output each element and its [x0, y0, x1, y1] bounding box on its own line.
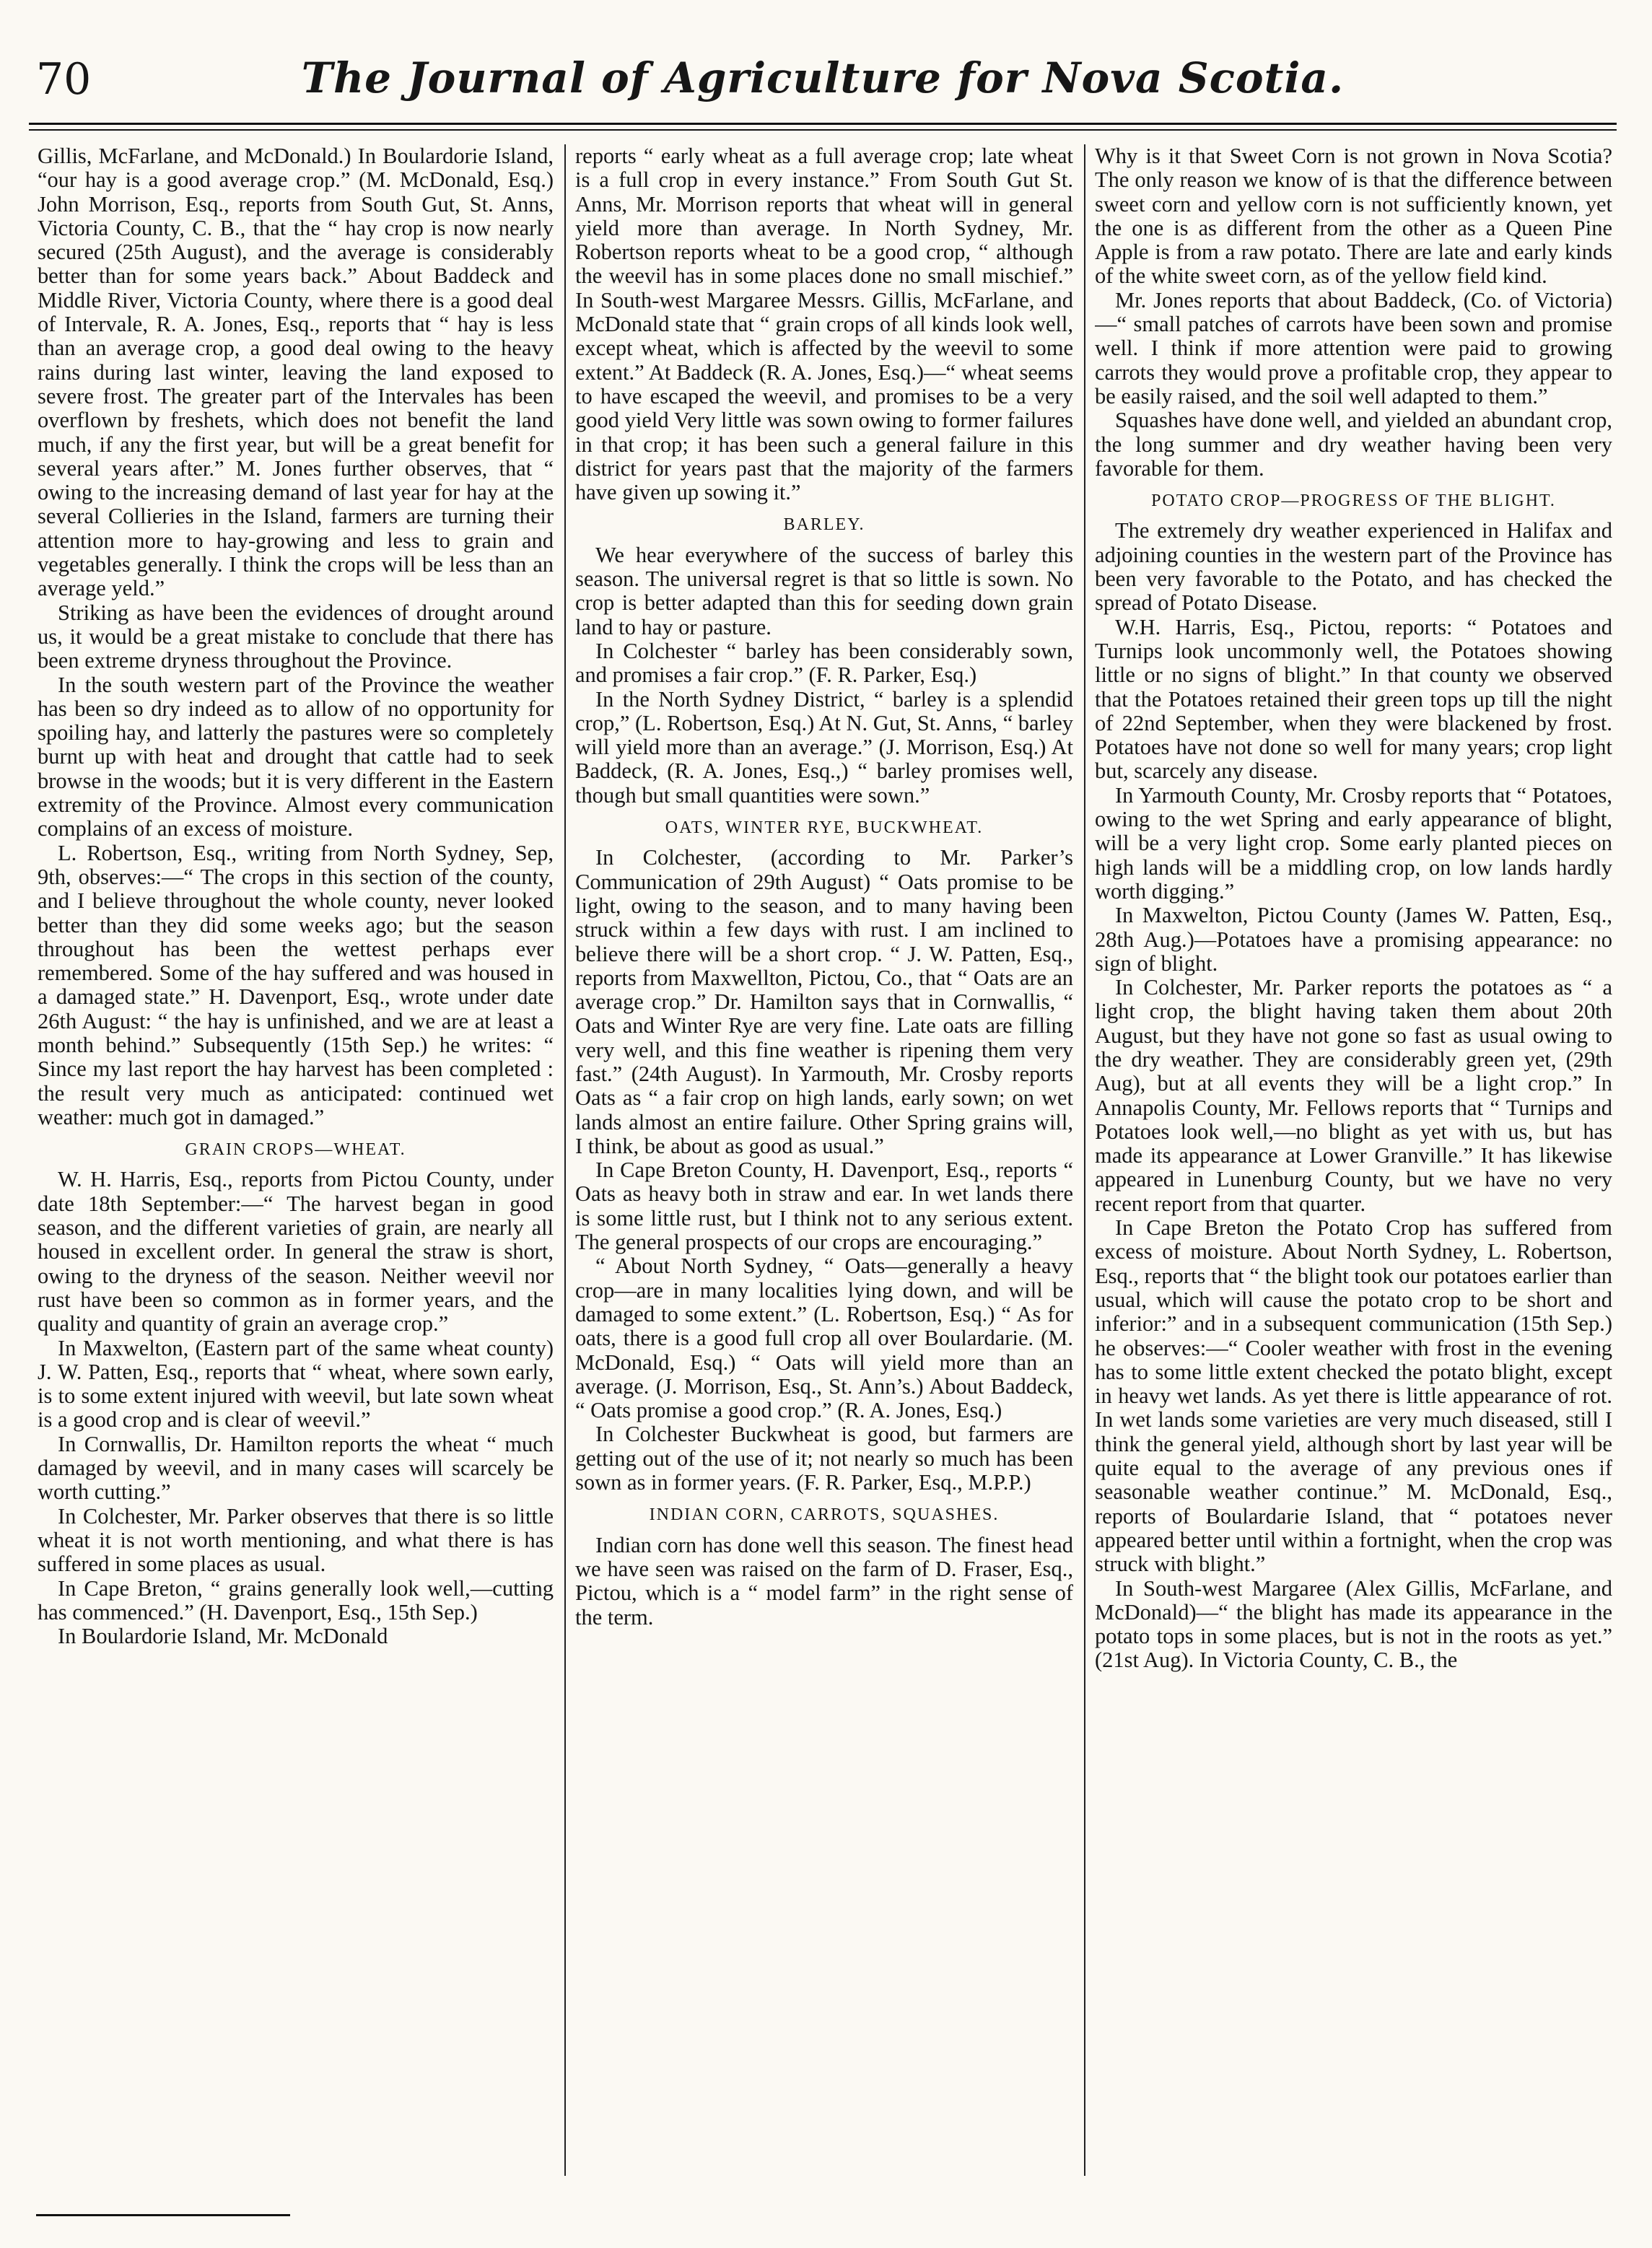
paragraph: In Cornwallis, Dr. Hamilton reports the wheat “ much damaged by weevil, and in many cases will scarcely be worth cutting.” [38, 1431, 554, 1505]
paragraph: In Boulardorie Island, Mr. McDonald [58, 1624, 388, 1649]
section-heading: INDIAN CORN, CARROTS, SQUASHES. [649, 1505, 1000, 1525]
footer-rule [36, 2214, 290, 2216]
paragraph: In Colchester, Mr. Parker reports the potatoes as “ a light crop, the blight having taken them about 20th August, but they have not gone so fast as usual owing to the dry weather. They are considerably green yet, (29th Aug), but at all events they will be a light crop.” In Annapolis County, Mr. Fellows reports that “ Turnips and Potatoes look well,—no blight as yet with us, but has made its appearance at Lower Granville.” It has likewise appeared in Lunenburg County, but we have no very recent report from that quarter. [1095, 975, 1612, 1216]
column-divider [1084, 144, 1085, 2176]
paragraph: In Maxwelton, (Eastern part of the same wheat county) J. W. Patten, Esq., reports that “ wheat, where sown early, is to some extent injured with weevil, but late sown wheat is a good crop and is clear of weevil.” [38, 1335, 554, 1433]
running-title: The Journal of Agriculture for Nova Scotia. [301, 53, 1345, 102]
paragraph: The extremely dry weather experienced in Halifax and adjoining counties in the western part of the Province has been very favorable to the Potato, and has checked the spread of Potato Disease. [1095, 518, 1612, 616]
header-rule [29, 123, 1617, 131]
column-1 [38, 144, 554, 2187]
section-heading: GRAIN CROPS—WHEAT. [185, 1140, 406, 1160]
paragraph: In Cape Breton the Potato Crop has suffered from excess of moisture. About North Sydney, L. Robertson, Esq., reports that “ the blight took our potatoes earlier than usual, which will cause the potato crop to be short and inferior:” and in a subsequent communication (15th Sep.) he observes:—“ Cooler weather with frost in the evening has to some little extent checked the potato blight, except in heavy wet lands. As yet there is little appearance of rot. In wet lands some varieties are very much diseased, still I think the general yield, although short by last year will be quite equal to the average of any previous ones if seasonable weather continue.” M. McDonald, Esq., reports of Boulardarie Island, that “ potatoes never appeared better until within a fortnight, when the crop was struck with blight.” [1095, 1215, 1612, 1577]
page-number: 70 [36, 54, 92, 105]
paragraph: Why is it that Sweet Corn is not grown in Nova Scotia? The only reason we know of is that the difference between sweet corn and yellow corn is not sufficiently known, yet the one is as different from the other as a Queen Pine Apple is from a raw potato. There are late and early kinds of the white sweet corn, as of the yellow field kind. [1095, 144, 1612, 289]
column-2 [575, 144, 1073, 2187]
paragraph: In Colchester “ barley has been considerably sown, and promises a fair crop.” (F. R. Parker, Esq.) [575, 638, 1073, 688]
paragraph: L. Robertson, Esq., writing from North Sydney, Sep, 9th, observes:—“ The crops in this section of the county, and I believe throughout the whole county, never looked better than they did some weeks ago; but the season throughout has been the wettest perhaps ever remembered. Some of the hay suffered and was housed in a damaged state.” H. Davenport, Esq., wrote under date 26th August: “ the hay is unfinished, and we are at least a month behind.” Subsequently (15th Sep.) he writes: “ Since my last report the hay harvest has been completed : the result very much as anticipated: continued wet weather: much got in damaged.” [38, 840, 554, 1129]
paragraph: In the south western part of the Province the weather has been so dry indeed as to allow of no opportunity for spoiling hay, and latterly the pastures were so completely burnt up with heat and drought that cattle had to seek browse in the woods; but it is very different in the Eastern extremity of the Province. Almost every communication complains of an excess of moisture. [38, 672, 554, 841]
paragraph: Gillis, McFarlane, and McDonald.) In Boulardorie Island, “our hay is a good average crop.” (M. McDonald, Esq.) John Morrison, Esq., reports from South Gut, St. Anns, Victoria County, C. B., that the “ hay crop is now nearly secured (25th August), and the average is considerably better than for some years back.” About Baddeck and Middle River, Victoria County, where there is a good deal of Intervale, R. A. Jones, Esq., reports that “ hay is less than an average crop, a good deal owing to the heavy rains during last winter, leaving the land exposed to severe frost. The greater part of the Intervales has been overflown by freshets, which does not benefit the land much, if any the first year, but will be a great benefit for several years after.” M. Jones further observes, that “ owing to the increasing demand of last year for hay at the several Collieries in the Island, farmers are turning their attention more to hay-growing and less to grain and vegetables generally. I think the crops will be less than an average yeld.” [38, 144, 554, 601]
column-divider [564, 144, 566, 2176]
paragraph: In Cape Breton, “ grains generally look well,—cutting has commenced.” (H. Davenport, Esq., 15th Sep.) [38, 1575, 554, 1624]
paragraph: In Colchester, (according to Mr. Parker’s Communication of 29th August) “ Oats promise to be light, owing to the season, and to many having been struck within a few days with rust. I am inclined to believe there will be a short crop. “ J. W. Patten, Esq., reports from Maxwellton, Pictou, Co., that “ Oats are an average crop.” Dr. Hamilton says that in Cornwallis, “ Oats and Winter Rye are very fine. Late oats are filling very well, and this fine weather is ripening them very fast.” (24th August). In Yarmouth, Mr. Crosby reports Oats as “ a fair crop on high lands, early sown; on wet lands almost an entire failure. Other Spring grains will, I think, be about as good as usual.” [575, 845, 1073, 1158]
paragraph: In Cape Breton County, H. Davenport, Esq., reports “ Oats as heavy both in straw and ear. In wet lands there is some little rust, but I think not to any serious extent. The general prospects of our crops are encouraging.” [575, 1158, 1073, 1255]
paragraph: In Colchester Buckwheat is good, but farmers are getting out of the use of it; not nearly so much has been sown as in former years. (F. R. Parker, Esq., M.P.P.) [575, 1422, 1073, 1495]
paragraph: W. H. Harris, Esq., reports from Pictou County, under date 18th September:—“ The harvest began in good season, and the different varieties of grain, are nearly all housed in excellent order. In general the straw is short, owing to the dryness of the season. Neither weevil nor rust have been so common as in former years, and the quality and quantity of grain an average crop.” [38, 1167, 554, 1337]
paragraph: In the North Sydney District, “ barley is a splendid crop,” (L. Robertson, Esq.) At N. Gut, St. Anns, “ barley will yield more than an average.” (J. Morrison, Esq.) At Baddeck, (R. A. Jones, Esq.,) “ barley promises well, though but small quantities were sown.” [575, 686, 1073, 808]
section-heading: OATS, WINTER RYE, BUCKWHEAT. [665, 818, 984, 838]
section-heading: POTATO CROP—PROGRESS OF THE BLIGHT. [1151, 491, 1556, 511]
page-header [29, 43, 1617, 130]
column-3 [1095, 144, 1612, 2187]
paragraph: “ About North Sydney, “ Oats—generally a heavy crop—are in many localities lying down, and will be damaged to some extent.” (L. Robertson, Esq.) “ As for oats, there is a good full crop all over Boulardarie. (M. McDonald, Esq.) “ Oats will yield more than an average. (J. Morrison, Esq., St. Ann’s.) About Baddeck, “ Oats promise a good crop.” (R. A. Jones, Esq.) [575, 1254, 1073, 1423]
paragraph: Mr. Jones reports that about Baddeck, (Co. of Victoria)—“ small patches of carrots have been sown and promise well. I think if more attention were paid to growing carrots they would prove a profitable crop, they appear to be easily raised, and the soil well adapted to them.” [1095, 287, 1612, 408]
paragraph: W.H. Harris, Esq., Pictou, reports: “ Potatoes and Turnips look uncommonly well, the Potatoes showing little or no signs of blight.” In that county we observed that the Potatoes retained their green tops up till the night of 22nd September, when they were blackened by frost. Potatoes have not done so well for many years; crop light but, scarcely any disease. [1095, 614, 1612, 784]
paragraph: Squashes have done well, and yielded an abundant crop, the long summer and dry weather having been very favorable for them. [1095, 408, 1612, 481]
paragraph: In Yarmouth County, Mr. Crosby reports that “ Potatoes, owing to the wet Spring and early appearance of blight, will be a very light crop. Some early planted pieces on high lands will be a middling crop, on low lands hardly worth digging.” [1095, 782, 1612, 904]
paragraph: In Colchester, Mr. Parker observes that there is so little wheat it is not worth mentioning, and what there is has suffered in some places as usual. [38, 1503, 554, 1577]
paragraph: We hear everywhere of the success of barley this season. The universal regret is that so little is sown. No crop is better adapted than this for seeding down grain land to hay or pasture. [575, 542, 1073, 639]
paragraph: Indian corn has done well this season. The finest head we have seen was raised on the farm of D. Fraser, Esq., Pictou, which is a “ model farm” in the right sense of the term. [575, 1532, 1073, 1630]
paragraph: Striking as have been the evidences of drought around us, it would be a great mistake to conclude that there has been extreme dryness throughout the Province. [38, 600, 554, 673]
paragraph: reports “ early wheat as a full average crop; late wheat is a full crop in every instance.” From South Gut St. Anns, Mr. Morrison reports that wheat will in general yield more than average. In North Sydney, Mr. Robertson reports wheat to be a good crop, “ although the weevil has in some places done no small mischief.” In South-west Margaree Messrs. Gillis, McFarlane, and McDonald state that “ grain crops of all kinds look well, except wheat, which is affected by the weevil to some extent.” At Baddeck (R. A. Jones, Esq.)—“ wheat seems to have escaped the weevil, and promises to be a very good yield Very little was sown owing to former failures in that crop; it has been such a general failure in this district for years past that the majority of the farmers have given up sowing it.” [575, 144, 1073, 505]
paragraph: In South-west Margaree (Alex Gillis, McFarlane, and McDonald)—“ the blight has made its appearance in the potato tops in some places, but is not in the roots as yet.” (21st Aug). In Victoria County, C. B., the [1095, 1575, 1612, 1673]
paragraph: In Maxwelton, Pictou County (James W. Patten, Esq., 28th Aug.)—Potatoes have a promising appearance: no sign of blight. [1095, 903, 1612, 976]
section-heading: BARLEY. [783, 515, 865, 535]
